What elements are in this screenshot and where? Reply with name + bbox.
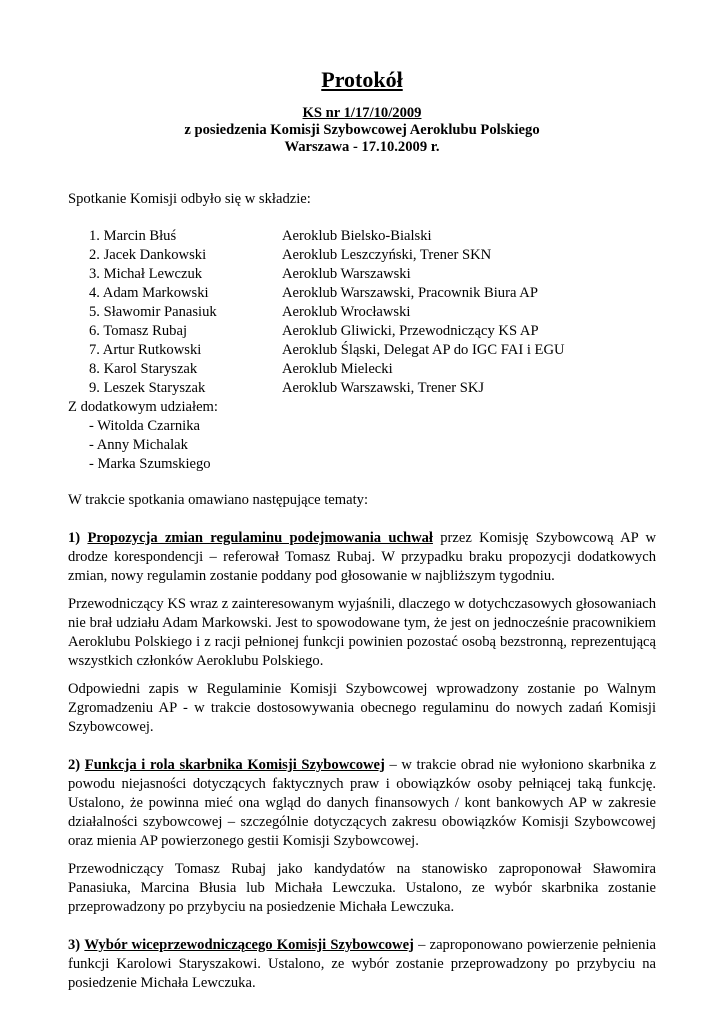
document-body — [68, 66, 656, 993]
section-1-lead: przez Komisję Szybowcową AP w drodze korespondencji – referował Tomasz Rubaj. W przypadku braku propozycji dodatkowych zmian, nowy regulamin zostanie poddany pod głosowanie w najbliższym tygodniu. — [68, 530, 656, 584]
member-name: 2. Jacek Dankowski — [89, 247, 207, 263]
section-3-lead: – zaproponowano powierzenie pełnienia funkcji Karolowi Staryszakowi. Ustalono, ze wybór zostanie przeprowadzony po przybyciu na posiedzenie Michała Lewczuka. — [68, 937, 656, 991]
member-row — [89, 360, 656, 379]
section-1-paragraph-1 — [68, 529, 656, 586]
member-club: Aeroklub Warszawski, Trener SKJ — [282, 380, 485, 396]
attendance-intro: Spotkanie Komisji odbyło się w składzie: — [68, 191, 311, 207]
member-row — [89, 322, 656, 341]
member-club: Aeroklub Warszawski, Pracownik Biura AP — [282, 285, 538, 301]
section-3-paragraph-1 — [68, 936, 656, 993]
member-club: Aeroklub Warszawski — [282, 266, 411, 282]
section-1-number: 1) — [68, 530, 81, 546]
section-1-heading: Propozycja zmian regulaminu podejmowania uchwał — [87, 530, 433, 546]
guests-list — [89, 417, 656, 474]
section-1-paragraph-2: Przewodniczący KS wraz z zainteresowanym wyjaśnili, dlaczego w dotychczasowych głosowaniach nie brał udziału Adam Markowski. Jest to spowodowane tym, że jest on jednocześnie pracownikiem Aeroklubu Polskiego i z racji pełnionej funkcji powinien pozostać osobą bezstronną, reprezentującą wszystkich członków Aeroklubu Polskiego. — [68, 596, 656, 669]
guest-item: - Anny Michalak — [89, 437, 188, 453]
member-name: 8. Karol Staryszak — [89, 361, 198, 377]
member-club: Aeroklub Śląski, Delegat AP do IGC FAI i EGU — [282, 342, 565, 358]
member-club: Aeroklub Leszczyński, Trener SKN — [282, 247, 492, 263]
place-date: Warszawa - 17.10.2009 r. — [284, 139, 440, 155]
members-list — [89, 227, 656, 398]
member-row — [89, 341, 656, 360]
member-row — [89, 303, 656, 322]
member-name: 3. Michał Lewczuk — [89, 266, 203, 282]
page-title: Protokół — [321, 67, 403, 92]
section-2-paragraph-2: Przewodniczący Tomasz Rubaj jako kandydatów na stanowisko zaproponował Sławomira Panasiuka, Marcina Błusia lub Michała Lewczuka. Ustalono, ze wybór skarbnika zostanie przeprowadzony po przybyciu na posiedzenie Michała Lewczuka. — [68, 861, 656, 915]
meeting-description: z posiedzenia Komisji Szybowcowej Aeroklubu Polskiego — [184, 122, 540, 138]
member-club: Aeroklub Bielsko-Bialski — [282, 228, 432, 244]
section-2-lead: – w trakcie obrad nie wyłoniono skarbnika z powodu niejasności dotyczących faktycznych praw i obowiązków osoby pełniącej taką funkcję. Ustalono, że powinna mieć ona wgląd do danych finansowych / kont bankowych AP w zakresie działalności szybowcowej – szczególnie dotyczących zakresu obowiązków Komisji Szybowcowej oraz mienia AP powierzonego gestii Komisji Szybowcowej. — [68, 757, 657, 849]
member-name: 1. Marcin Błuś — [89, 228, 177, 244]
member-row — [89, 379, 656, 398]
member-name: 9. Leszek Staryszak — [89, 380, 206, 396]
member-name: 6. Tomasz Rubaj — [89, 323, 188, 339]
member-name: 5. Sławomir Panasiuk — [89, 304, 217, 320]
additional-participants-label: Z dodatkowym udziałem: — [68, 399, 218, 415]
member-club: Aeroklub Gliwicki, Przewodniczący KS AP — [282, 323, 539, 339]
section-3-heading: Wybór wiceprzewodniczącego Komisji Szybowcowej — [84, 937, 414, 953]
member-row — [89, 265, 656, 284]
guest-item: - Witolda Czarnika — [89, 418, 200, 434]
section-3-number: 3) — [68, 937, 81, 953]
section-2-paragraph-1 — [68, 756, 656, 851]
member-row — [89, 284, 656, 303]
member-name: 4. Adam Markowski — [89, 285, 209, 301]
protocol-number: KS nr 1/17/10/2009 — [302, 105, 422, 121]
topics-intro: W trakcie spotkania omawiano następujące tematy: — [68, 492, 369, 508]
member-club: Aeroklub Mielecki — [282, 361, 393, 377]
member-club: Aeroklub Wrocławski — [282, 304, 411, 320]
section-2-heading: Funkcja i rola skarbnika Komisji Szybowcowej — [84, 757, 385, 773]
section-2-number: 2) — [68, 757, 81, 773]
member-row — [89, 246, 656, 265]
member-name: 7. Artur Rutkowski — [89, 342, 202, 358]
section-1-paragraph-3: Odpowiedni zapis w Regulaminie Komisji Szybowcowej wprowadzony zostanie po Walnym Zgromadzeniu AP - w trakcie dostosowywania obecnego regulaminu do nowych zadań Komisji Szybowcowej. — [68, 681, 656, 735]
guest-item: - Marka Szumskiego — [89, 456, 211, 472]
member-row — [89, 227, 656, 246]
